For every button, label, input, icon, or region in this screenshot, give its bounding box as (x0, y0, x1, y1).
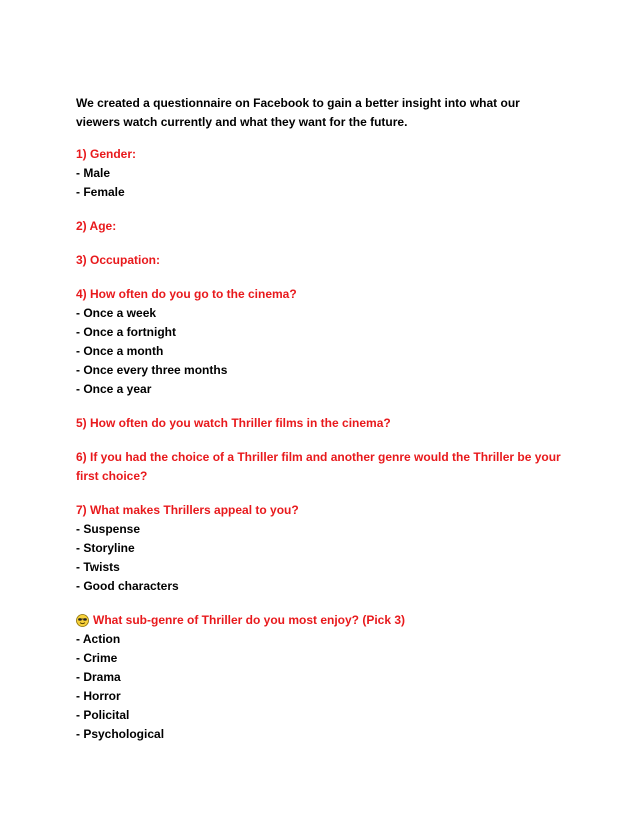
question-title: 4) How often do you go to the cinema? (76, 287, 297, 301)
question-title: 1) Gender: (76, 147, 137, 161)
option-item: - Drama (76, 670, 121, 684)
option-item: - Once a week (76, 306, 157, 320)
question-age (76, 217, 566, 236)
option-item: - Horror (76, 689, 121, 703)
option-item: - Good characters (76, 579, 179, 593)
option-item: - Action (76, 632, 121, 646)
option-item: - Policital (76, 708, 130, 722)
option-item: - Once every three months (76, 363, 228, 377)
option-item: - Storyline (76, 541, 135, 555)
option-item: - Crime (76, 651, 118, 665)
question-sub-genre (76, 611, 566, 744)
option-item: - Once a month (76, 344, 164, 358)
question-thriller-choice (76, 448, 566, 486)
question-title-row (76, 611, 566, 630)
option-item: - Psychological (76, 727, 165, 741)
option-item: - Twists (76, 560, 120, 574)
question-thriller-appeal (76, 501, 566, 596)
question-cinema-frequency (76, 285, 566, 399)
option-item: - Once a fortnight (76, 325, 176, 339)
option-item: - Suspense (76, 522, 141, 536)
question-title: 2) Age: (76, 219, 117, 233)
smiling-face-with-sunglasses-icon (76, 614, 89, 627)
question-thriller-frequency (76, 414, 566, 433)
question-title: 3) Occupation: (76, 253, 161, 267)
question-title: 5) How often do you watch Thriller films in the cinema? (76, 416, 391, 430)
option-item: - Male (76, 166, 111, 180)
intro-paragraph: We created a questionnaire on Facebook to gain a better insight into what our viewers watch currently and what they want for the future. (76, 96, 520, 129)
question-title: 6) If you had the choice of a Thriller film and another genre would the Thriller be your first choice? (76, 450, 561, 483)
questionnaire-document (76, 94, 566, 759)
question-occupation (76, 251, 566, 270)
option-item: - Female (76, 185, 125, 199)
question-title: 7) What makes Thrillers appeal to you? (76, 503, 299, 517)
question-gender (76, 145, 566, 202)
option-item: - Once a year (76, 382, 152, 396)
question-title: What sub-genre of Thriller do you most enjoy? (Pick 3) (93, 613, 406, 627)
